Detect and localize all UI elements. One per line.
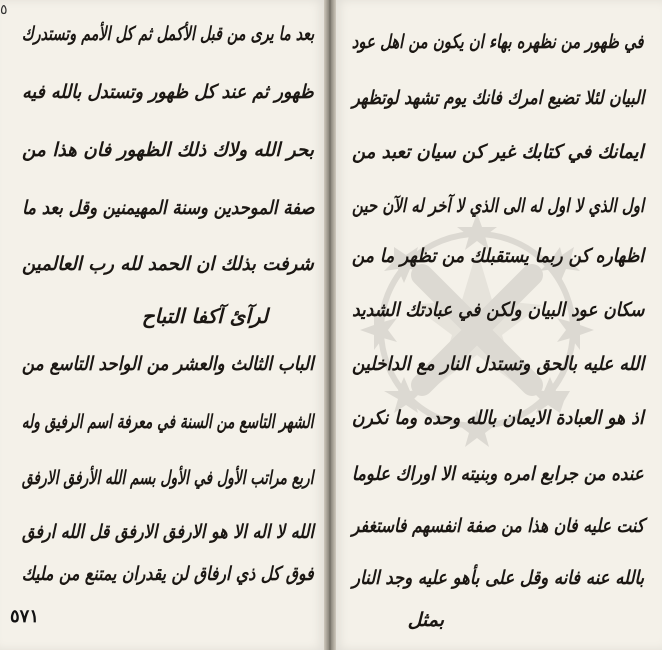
manuscript-line: اظهاره كن ربما يستقبلك من تظهر ما من — [351, 245, 644, 267]
manuscript-line: البيان لئلا تضيع امرك فانك يوم تشهد لوتظهر — [351, 87, 644, 109]
manuscript-line: ظهور ثم عند كل ظهور وتستدل بالله فيه — [22, 81, 314, 103]
manuscript-line: بعد ما يرى من قبل الأكمل ثم كل الأمم وتستدرك — [21, 23, 314, 45]
manuscript-line: بمثل — [407, 609, 444, 631]
manuscript-line: اربع مراتب الأول في الأول بسم الله الأرفق الارفق — [22, 467, 314, 489]
page-number: ٥٧١ — [10, 606, 40, 627]
manuscript-line: الباب الثالث والعشر من الواحد التاسع من — [22, 353, 314, 375]
manuscript-line: الله لا اله الا هو الارفق الارفق قل الله ارفق — [22, 521, 314, 543]
manuscript-line: عنده من جرابع امره وبنيته الا اوراك علوما — [352, 463, 644, 485]
section-heading: لرآئ آكفا التباح — [141, 304, 268, 328]
manuscript-line: صفة الموحدين وسنة المهيمنين وقل بعد ما — [21, 197, 314, 219]
manuscript-line: في ظهور من نظهره بهاء ان يكون من اهل عود — [352, 31, 644, 53]
manuscript-line: الله عليه بالحق وتستدل النار مع الداخلين — [351, 353, 644, 375]
manuscript-line: كنت عليه فان هذا من صفة انفسهم فاستغفر — [351, 515, 644, 537]
manuscript-line: سكان عود البيان ولكن في عبادتك الشديد — [351, 299, 644, 321]
manuscript-line: اذ هو العبادة الايمان بالله وحده وما نكرن — [352, 407, 644, 429]
manuscript-line: اول الذي لا اول له الى الذي لا آخر له الآن حين — [351, 195, 644, 217]
manuscript-line: شرفت بذلك ان الحمد لله رب العالمين — [22, 253, 314, 275]
manuscript-line: بحر الله ولاك ذلك الظهور فان هذا من — [22, 139, 314, 161]
manuscript-line: الشهر التاسع من السنة في معرفة اسم الرفيق وله — [22, 411, 314, 433]
manuscript-line: ايمانك في كتابك غير كن سيان تعبد من — [352, 141, 644, 163]
manuscript-line: فوق كل ذي ارفاق لن يقدران يمتنع من مليك — [22, 563, 314, 585]
corner-mark: ٥ — [0, 2, 8, 18]
manuscript-line: بالله عنه فانه وقل على بأهو عليه وجد النار — [352, 567, 644, 589]
book-gutter — [324, 0, 336, 650]
